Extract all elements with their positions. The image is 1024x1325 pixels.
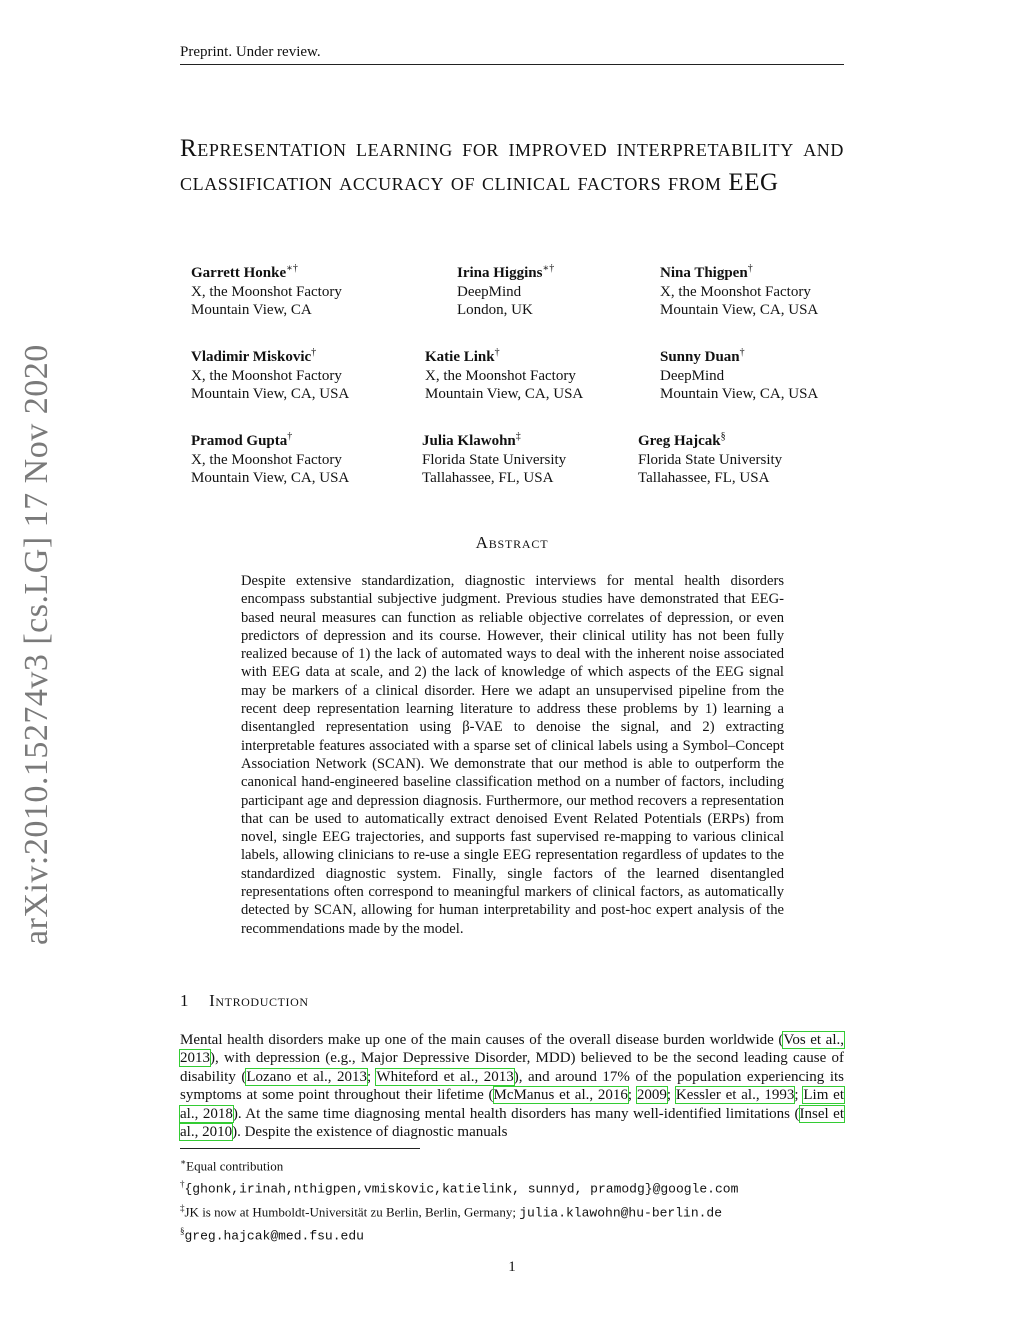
author-mark: † [287, 431, 293, 442]
author-name: Pramod Gupta [191, 433, 288, 449]
body-text: ; [627, 1087, 637, 1104]
footnote-klawohn [180, 1199, 844, 1222]
page-number: 1 [508, 1259, 516, 1275]
author-affiliation: Florida State University [638, 451, 783, 468]
body-text: ; [794, 1087, 804, 1104]
author-block [191, 260, 342, 320]
abstract-text: Despite extensive standardization, diagnostic interviews for mental health disorders encompass substantial subjective judgment. Previous studies have demonstrated that EEG-based neural measures can function as reliable objective correlates of depression, or even predictors of depression and its course. However, their clinical utility has not been fully realized because of 1) the lack of automated ways to deal with the inherent noise associated with EEG data at scale, and 2) the lack of knowledge of which aspects of the EEG signal may be markers of a clinical disorder. Here we adapt an unsupervised pipeline from the recent deep representation learning literature to address these problems by 1) learning a disentangled representation using β-VAE to denoise the signal, and 2) extracting interpretable features associated with a sparse set of clinical labels using a Symbol–Concept Association Network (SCAN). We demonstrate that our method is able to outperform the canonical hand-engineered baseline classification method on a number of factors, including participant age and depression diagnosis. Furthermore, our method recovers a representation that can be used to automatically extract denoised Event Related Potentials (ERPs) from novel, single EEG trajectories, and supports fast supervised re-mapping to various clinical labels, allowing clinicians to re-use a single EEG representation regardless of updates to the standardized diagnostic system. Finally, single factors of the learned disentangled representations often correspond to meaningful markers of clinical factors, as automatically detected by SCAN, allowing for human interpretability and post-hoc expert analysis of the recommendations made by the model. [241, 573, 784, 937]
author-mark: † [494, 347, 500, 358]
body-text: ), with depression (e.g., Major Depressive Disorder, MDD) believed to be the second leading cause of disability ( [180, 1050, 844, 1085]
footnote-email: {ghonk,irinah,nthigpen,vmiskovic,katielink, sunnyd, pramodg}@google.com [184, 1181, 739, 1197]
author-location: London, UK [457, 302, 533, 318]
author-affiliation: X, the Moonshot Factory [660, 283, 811, 300]
citation-link[interactable]: 2009 [636, 1087, 667, 1104]
author-affiliation: X, the Moonshot Factory [425, 367, 576, 384]
author-name: Vladimir Miskovic [191, 349, 312, 365]
author-name: Katie Link [425, 349, 495, 365]
body-text: Mental health disorders make up one of the main causes of the overall disease burden worldwide ( [180, 1032, 784, 1048]
citation-link[interactable]: Whiteford et al., 2013 [376, 1068, 514, 1085]
citation-link[interactable]: Insel et al., 2010 [180, 1105, 845, 1141]
author-name: Nina Thigpen [660, 265, 748, 281]
author-name: Garrett Honke [191, 265, 287, 281]
citation-link[interactable]: Lozano et al., 2013 [246, 1068, 368, 1085]
running-head: Preprint. Under review. [180, 44, 844, 65]
body-text: ). At the same time diagnosing mental health disorders has many well-identified limitations ( [232, 1105, 800, 1122]
author-block [191, 344, 349, 404]
footnotes [180, 1148, 844, 1245]
author-affiliation: X, the Moonshot Factory [191, 451, 342, 468]
arxiv-identifier: arXiv:2010.15274v3 [cs.LG] 17 Nov 2020 [18, 344, 55, 945]
author-mark: † [747, 263, 753, 274]
author-location: Mountain View, CA, USA [660, 302, 819, 318]
author-block [660, 260, 818, 320]
author-affiliation: DeepMind [660, 367, 725, 384]
author-mark: ∗† [542, 263, 555, 274]
footnote-rule [180, 1148, 420, 1149]
introduction-paragraph [180, 1031, 844, 1141]
author-name: Sunny Duan [660, 349, 740, 365]
author-location: Mountain View, CA, USA [660, 386, 819, 402]
footnote-email: greg.hajcak@med.fsu.edu [184, 1228, 364, 1244]
author-block [638, 428, 782, 488]
author-location: Tallahassee, FL, USA [638, 470, 770, 486]
author-affiliation: X, the Moonshot Factory [191, 367, 342, 384]
footnote-hajcak [180, 1222, 844, 1245]
author-block [457, 260, 554, 320]
author-location: Mountain View, CA, USA [191, 470, 350, 486]
footnote-email: julia.klawohn@hu-berlin.de [519, 1204, 723, 1220]
author-block [191, 428, 349, 488]
section-heading [180, 991, 309, 1011]
author-mark: § [720, 431, 726, 442]
author-affiliation: X, the Moonshot Factory [191, 283, 342, 300]
author-mark: † [311, 347, 317, 358]
footnote-mark: ‡ [180, 1202, 185, 1213]
section-title: Introduction [209, 991, 309, 1010]
author-mark: ‡ [515, 431, 521, 442]
author-affiliation: Florida State University [422, 451, 567, 468]
citation-link[interactable]: McManus et al., 2016 [493, 1087, 628, 1104]
author-block [660, 344, 818, 404]
footnote-google-emails [180, 1175, 844, 1198]
author-location: Mountain View, CA [191, 302, 312, 318]
footnote-mark: ∗ [180, 1157, 187, 1167]
author-block [425, 344, 583, 404]
footnote-text: JK is now at Humboldt-Universität zu Berlin, Berlin, Germany; [184, 1203, 520, 1219]
author-mark: ∗† [286, 263, 298, 274]
citation-link[interactable]: Kessler et al., 1993 [675, 1087, 795, 1104]
body-text: ; [666, 1087, 676, 1104]
author-mark: † [739, 347, 745, 358]
paper-title: Representation learning for improved interpretability and classification accuracy of clinical factors from EEG [180, 135, 844, 196]
abstract-heading: Abstract [475, 533, 549, 552]
author-affiliation: DeepMind [457, 283, 522, 300]
author-name: Julia Klawohn [422, 433, 516, 449]
footnote-mark: § [180, 1225, 185, 1236]
citation-link[interactable]: Lim et al., 2018 [180, 1087, 844, 1122]
body-text: ), and around 17% of the population experiencing its symptoms at some point throughout their lifetime ( [180, 1068, 844, 1104]
body-text: ; [367, 1068, 377, 1085]
section-number: 1 [180, 991, 190, 1010]
author-location: Tallahassee, FL, USA [422, 470, 554, 486]
footnote-mark: † [180, 1179, 185, 1190]
footnote-equal-contribution [180, 1153, 844, 1175]
body-text: ). Despite the existence of diagnostic manuals [232, 1124, 508, 1141]
author-block [422, 428, 566, 488]
author-name: Greg Hajcak [638, 433, 721, 449]
author-location: Mountain View, CA, USA [191, 386, 350, 402]
footnote-text: Equal contribution [186, 1158, 284, 1174]
author-location: Mountain View, CA, USA [425, 386, 584, 402]
citation-link[interactable]: Vos et al., 2013 [180, 1032, 845, 1067]
author-name: Irina Higgins [457, 265, 543, 281]
